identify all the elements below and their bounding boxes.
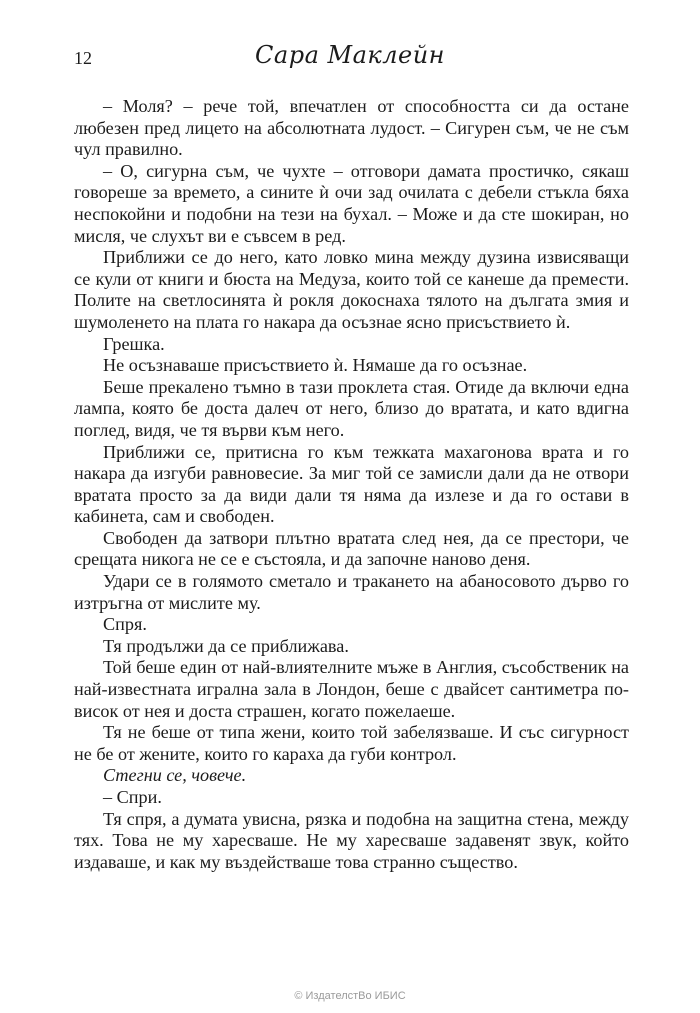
paragraph: Спря. — [103, 614, 147, 635]
paragraph: Приближи се, притисна го към тежката махагонова врата и го накара да изгуби равновесие. За миг той се замисли дали да не отвори вратата просто за да види дали тя няма да излезе и да го остави в кабинета, сам и свободен. — [74, 441, 629, 527]
paragraph: Свободен да затвори плътно вратата след нея, да се престори, че срещата никога не се е състояла, и да започне наново деня. — [74, 527, 629, 570]
paragraph: Приближи се до него, като ловко мина между дузина извисяващи се кули от книги и бюста на Медуза, които той се канеше да премести. Полите на светлосинята ѝ рокля докоснаха тялото на дългата змия и шумоленето на плата го накара да осъзнае ясно присъствието ѝ. — [74, 247, 629, 332]
body-text — [74, 96, 629, 873]
paragraph: Тя продължи да се приближава. — [103, 635, 349, 656]
paragraph: Тя спря, а думата увисна, рязка и подобна на защитна стена, между тях. Това не му харесваше. Не му харесваше задавенят звук, който издаваше, и как му въздействаше това странно същество. — [74, 808, 629, 872]
paragraph: Грешка. — [103, 333, 165, 354]
paragraph-italic-thought: Стегни се, човече. — [103, 765, 247, 786]
publisher-footer: © ИздателстВо ИБИС — [294, 990, 406, 1002]
paragraph: Не осъзнаваше присъствието ѝ. Нямаше да го осъзнае. — [103, 355, 528, 376]
paragraph: Беше прекалено тъмно в тази проклета стая. Отиде да включи една лампа, която бе доста далеч от него, близо до вратата, и като вдигна поглед, видя, че тя върви към него. — [74, 376, 629, 440]
running-head-author: Сара Маклейн — [255, 41, 445, 69]
paragraph: – Спри. — [103, 787, 162, 807]
paragraph: Тя не беше от типа жени, които той забелязваше. И със сигурност не бе от жените, които го караха да губи контрол. — [74, 722, 629, 764]
paragraph: – О, сигурна съм, че чухте – отговори дамата простичко, сякаш говореше за времето, а сините ѝ очи зад очилата с дебели стъкла бяха неспокойни и подобни на тези на бухал. – Може и да сте шокиран, но мисля, че слухът ви е съвсем в ред. — [74, 160, 629, 246]
paragraph: Той беше един от най-влиятелните мъже в Англия, съсобственик на най-известната игрална зала в Лондон, беше с двайсет сантиметра по-висок от нея и доста страшен, когато пожелаеше. — [74, 657, 629, 721]
paragraph: Удари се в голямото сметало и тракането на абаносовото дърво го изтръгна от мислите му. — [74, 571, 629, 613]
page-number: 12 — [74, 48, 92, 68]
paragraph: – Моля? – рече той, впечатлен от способността си да остане любезен пред лицето на абсолютната лудост. – Сигурен съм, че не съм чул правилно. — [74, 96, 629, 160]
